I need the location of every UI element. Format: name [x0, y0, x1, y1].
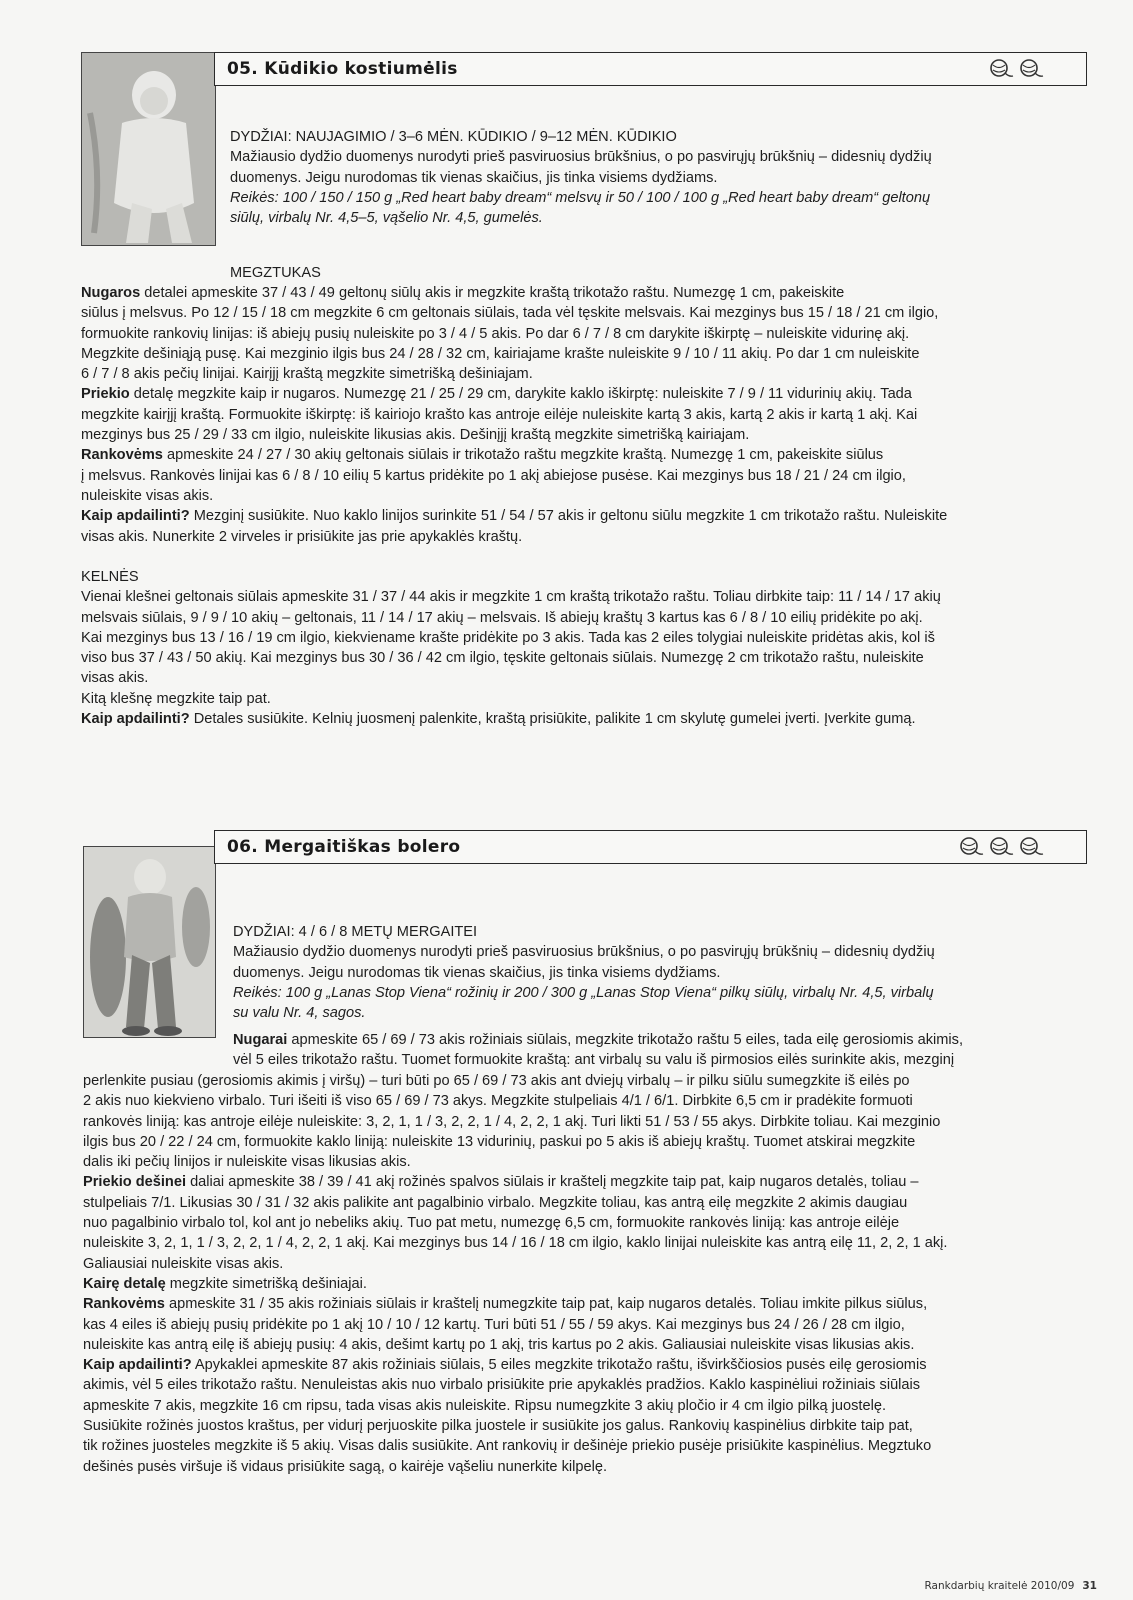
difficulty-rating [988, 57, 1044, 79]
difficulty-rating [958, 835, 1044, 857]
size-note: Mažiausio dydžio duomenys nurodyti prieš pasviruosius brūkšnius, o po pasvirųjų brūkšnių – didesnių dydžių [230, 149, 932, 166]
girl-bolero-photo [83, 846, 216, 1038]
instructions-body: perlenkite pusiau (gerosiomis akimis į viršų) – turi būti po 65 / 69 / 73 akis ant dviejų virbalų – ir pilku siūlu sumegzkite iš eilės po 2 akis nuo kiekvieno virbalo. Turi išeiti iš viso 65 / 69 / 73 akys. Megzkite stulpeliais 4/1 / 6/1. Dirbkite 6,5 cm ir pradėkite formuoti rankovės liniją: kas antroje eilėje nuleiskite: 3, 2, 1, 1 / 3, 2, 2, 1 / 4, 2, 2, 1 akį. Turi likti 51 / 53 / 55 akys. Dirbkite toliau. Kai mezginio ilgis bus 20 / 22 / 24 cm, formuokite kaklo liniją: nuleiskite 13 vidurinių, paskui po 5 akis iš abiejų kraštų. Tuomet atskirai megzkite dalis iki pečių linijos ir nuleiskite visas likusias akis. Priekio dešinei daliai apmeskite 38 / 39 / 41 akį rožinės spalvos siūlais ir kraštelį megzkite taip pat, kaip nugaros detalės, toliau – stulpeliais 7/1. Likusias 30 / 31 / 32 akis palikite ant pagalbinio virbalo. Megzkite toliau, kas antrą eilę megzkite 2 akimis daugiau nuo pagalbinio virbalo tol, kol ant jo nebeliks akių. Tuo pat metu, numezgę 6,5 cm, formuokite rankovės liniją: kas antroje eilėje nuleiskite 3, 2, 1, 1 / 3, 2, 2, 1 / 4, 2, 2, 1 akį. Kai mezginys bus 14 / 16 / 18 cm ilgio, kaklo linijai nuleiskite kas antrą eilę 11, 2, 2, 1 akį. Galiausiai nuleiskite visas akis. Kairę detalę megzkite simetrišką dešiniajai. Rankovėms apmeskite 31 / 35 akis rožiniais siūlais ir kraštelį numegzkite taip pat, kaip nugaros detalės. Toliau imkite pilkus siūlus, kas 4 eiles iš abiejų pusių pridėkite po 1 akį 10 / 10 / 12 kartų. Turi būti 51 / 55 / 59 akys. Kai mezginys bus 24 / 26 / 28 cm ilgio, nuleiskite kas antrą eilę iš abiejų pusių: 4 akis, dešimt kartų po 1 akį, tris kartus po 2 akis. Galiausiai nuleiskite visas likusias akis. Kaip apdailinti? Apykaklei apmeskite 87 akis rožiniais siūlais, 5 eiles megzkite trikotažo raštu, išvirkščiosios pusės eilę gerosiomis akimis, vėl 5 eiles trikotažo raštu. Nenuleistas akis nuo virbalo prisiūkite prie apykaklės pradžios. Kaklo kaspinėliui rožiniais siūlais apmeskite 7 akis, megzkite 16 cm ripsu, tada visas akis nuleiskite. Ripsu numegzkite 3 akių pločio ir 4 cm ilgio pilką juostelę. Susiūkite rožinės juostos kraštus, per vidurį perjuoskite pilka juostele ir susiūkite jos galus. Rankovių kaspinėlius dirbkite taip pat, tik rožines juosteles megzkite iš 5 akių. Visas dalis susiūkite. Ant rankovių ir dešinėje priekio pusėje prisiūkite kaspinėlius. Megztuko dešinės pusės viršuje iš vidaus prisiūkite sagą, o kairėje vąšeliu nunerkite kilpelę. [83, 1071, 1091, 1477]
section-title: 05. Kūdikio kostiumėlis [227, 59, 458, 79]
label-sleeves: Rankovėms [81, 447, 163, 464]
yarn-ball-icon [988, 835, 1014, 857]
size-block [233, 922, 1083, 1023]
paragraph-left-front: Kairę detalę megzkite simetrišką dešiniajai. [83, 1275, 367, 1292]
label-finish: Kaip apdailinti? [81, 711, 190, 728]
label-back: Nugarai [233, 1032, 288, 1048]
yarn-ball-icon [1018, 835, 1044, 857]
materials-line: su valu Nr. 4, sagos. [233, 1005, 366, 1022]
sweater-heading: MEGZTUKAS [230, 265, 321, 281]
pants-heading: KELNĖS [81, 569, 139, 585]
label-finish: Kaip apdailinti? [83, 1357, 192, 1374]
back-intro: Nugarai apmeskite 65 / 69 / 73 akis rožiniais siūlais, megzkite trikotažo raštu 5 eiles, tada eilę gerosiomis akimis, vėl 5 eiles trikotažo raštu. Tuomet formuokite kraštą: ant virbalų su valu iš pirmosios eilės surinkite akis, mezginį [233, 1032, 964, 1069]
paragraph-back: Nugaros detalei apmeskite 37 / 43 / 49 geltonų siūlų akis ir megzkite kraštą trikotažo raštu. Numezgę 1 cm, pakeiskite [81, 285, 845, 301]
section-title-bar [214, 830, 1087, 864]
magazine-name: Rankdarbių kraitelė 2010/09 [924, 1580, 1075, 1592]
baby-photo-illustration [82, 53, 215, 245]
size-note: duomenys. Jeigu nurodomas tik vienas skaičius, jis tinka visiems dydžiams. [230, 169, 718, 186]
instructions-body: Nugaros detalei apmeskite 37 / 43 / 49 geltonų siūlų akis ir megzkite kraštą trikotažo raštu. Numezgę 1 cm, pakeiskite siūlus į melsvus. Po 12 / 15 / 18 cm megzkite 6 cm geltonais siūlais, tada vėl tęskite melsvais. Kai mezginys bus 15 / 18 / 21 cm ilgio, formuokite rankovių linijas: iš abiejų pusių nuleiskite po 3 / 4 / 5 akis. Po dar 6 / 7 / 8 cm darykite iškirptę – nuleiskite vidurinę akį. Megzkite dešiniąją pusę. Kai mezginio ilgis bus 24 / 28 / 32 cm, kairiajame krašte nuleiskite 9 / 10 / 11 akių. Po dar 1 cm nuleiskite 6 / 7 / 8 akis pečių linijai. Kairįjį kraštą megzkite simetrišką dešiniajam. Priekio detalę megzkite kaip ir nugaros. Numezgę 21 / 25 / 29 cm, darykite kaklo iškirptę: nuleiskite 7 / 9 / 11 vidurinių akių. Tada megzkite kairįjį kraštą. Formuokite iškirptę: iš kairiojo krašto kas antroje eilėje nuleiskite kartą 3 akis, kartą 2 akis ir kartą 1 akį. Kai mezginys bus 25 / 29 / 33 cm ilgio, nuleiskite likusias akis. Dešinįjį kraštą megzkite simetrišką kairiajam. Rankovėms apmeskite 24 / 27 / 30 akių geltonais siūlais ir trikotažo raštu megzkite kraštą. Numezgę 1 cm, pakeiskite siūlus į melsvus. Rankovės linijai kas 6 / 8 / 10 eilių 5 kartus pridėkite po 1 akį abiejose pusėse. Kai mezginys bus 18 / 21 / 24 cm ilgio, nuleiskite visas akis. Kaip apdailinti? Mezginį susiūkite. Nuo kaklo linijos surinkite 51 / 54 / 57 akis ir geltonu siūlu megzkite 1 cm trikotažo raštu. Nuleiskite visas akis. Nunerkite 2 virveles ir prisiūkite jas prie apykaklės kraštų. [81, 283, 1091, 547]
yarn-ball-icon [958, 835, 984, 857]
materials-line: siūlų, virbalų Nr. 4,5–5, vąšelio Nr. 4,5, gumelės. [230, 210, 543, 227]
paragraph-pants-finish: Kaip apdailinti? Detales susiūkite. Kelnių juosmenį palenkite, kraštą prisiūkite, palikite 1 cm skylutę gumelei įverti. Įverkite gumą. [81, 711, 916, 728]
materials-line: Reikės: 100 / 150 / 150 g „Red heart baby dream“ melsvų ir 50 / 100 / 100 g „Red heart baby dream“ geltonų [230, 189, 931, 206]
pants-body: KELNĖS Vienai klešnei geltonais siūlais apmeskite 31 / 37 / 44 akis ir megzkite 1 cm kraštą trikotažo raštu. Toliau dirbkite taip: 11 / 14 / 17 akių melsvais siūlais, 9 / 9 / 10 akių – geltonais, 11 / 14 / 17 akių – melsvais. Iš abiejų kraštų 3 kartus kas 6 / 8 / 10 eilių pridėkite po akį. Kai mezginys bus 13 / 16 / 19 cm ilgio, kiekviename krašte pridėkite po 3 akis. Tada kas 2 eiles tolygiai nuleiskite pridėtas akis, kol iš viso bus 37 / 43 / 50 akių. Kai mezginys bus 30 / 36 / 42 cm ilgio, tęskite geltonais siūlais. Numezgę 2 cm trikotažo raštu, nuleiskite visas akis. Kitą klešnę megzkite taip pat. Kaip apdailinti? Detales susiūkite. Kelnių juosmenį palenkite, kraštą prisiūkite, palikite 1 cm skylutę gumelei įverti. Įverkite gumą. [81, 567, 1091, 729]
materials-line: Reikės: 100 g „Lanas Stop Viena“ rožinių ir 200 / 300 g „Lanas Stop Viena“ pilkų siūlų, virbalų Nr. 4,5, virbalų [233, 984, 934, 1001]
paragraph-finish: Kaip apdailinti? Apykaklei apmeskite 87 akis rožiniais siūlais, 5 eiles megzkite trikotažo raštu, išvirkščiosios pusės eilę gerosiomis [83, 1357, 927, 1374]
label-back: Nugaros [81, 285, 141, 301]
size-note: Mažiausio dydžio duomenys nurodyti prieš pasviruosius brūkšnius, o po pasvirųjų brūkšnių – didesnių dydžių [233, 944, 935, 961]
paragraph-front: Priekio detalę megzkite kaip ir nugaros. Numezgę 21 / 25 / 29 cm, darykite kaklo iškirptę: nuleiskite 7 / 9 / 11 vidurinių akių. Tada [81, 386, 912, 403]
page-footer [924, 1580, 1097, 1592]
paragraph-finish: Kaip apdailinti? Mezginį susiūkite. Nuo kaklo linijos surinkite 51 / 54 / 57 akis ir geltonu siūlu megzkite 1 cm trikotažo raštu. Nuleiskite [81, 508, 948, 525]
label-finish: Kaip apdailinti? [81, 508, 190, 525]
page-number: 31 [1082, 1580, 1097, 1592]
girl-photo-illustration [84, 847, 215, 1037]
baby-outfit-photo [81, 52, 216, 246]
sizes-line: DYDŽIAI: 4 / 6 / 8 METŲ MERGAITEI [233, 924, 478, 940]
label-sleeves: Rankovėms [83, 1296, 165, 1313]
label-right-front: Priekio dešinei [83, 1174, 187, 1191]
paragraph-right-front: Priekio dešinei daliai apmeskite 38 / 39 / 41 akį rožinės spalvos siūlais ir kraštelį megzkite taip pat, kaip nugaros detalės, toliau – [83, 1174, 919, 1191]
size-block [230, 127, 1090, 228]
label-left-front: Kairę detalę [83, 1275, 166, 1292]
section-title-bar [214, 52, 1087, 86]
size-note: duomenys. Jeigu nurodomas tik vienas skaičius, jis tinka visiems dydžiams. [233, 964, 721, 981]
yarn-ball-icon [1018, 57, 1044, 79]
paragraph-sleeves: Rankovėms apmeskite 24 / 27 / 30 akių geltonais siūlais ir trikotažo raštu megzkite kraštą. Numezgę 1 cm, pakeiskite siūlus [81, 447, 884, 464]
yarn-ball-icon [988, 57, 1014, 79]
section-title: 06. Mergaitiškas bolero [227, 837, 461, 857]
sizes-line: DYDŽIAI: NAUJAGIMIO / 3–6 MĖN. KŪDIKIO / 9–12 MĖN. KŪDIKIO [230, 129, 677, 145]
paragraph-sleeves: Rankovėms apmeskite 31 / 35 akis rožiniais siūlais ir kraštelį numegzkite taip pat, kaip nugaros detalės. Toliau imkite pilkus siūlus, [83, 1296, 928, 1313]
label-front: Priekio [81, 386, 130, 403]
